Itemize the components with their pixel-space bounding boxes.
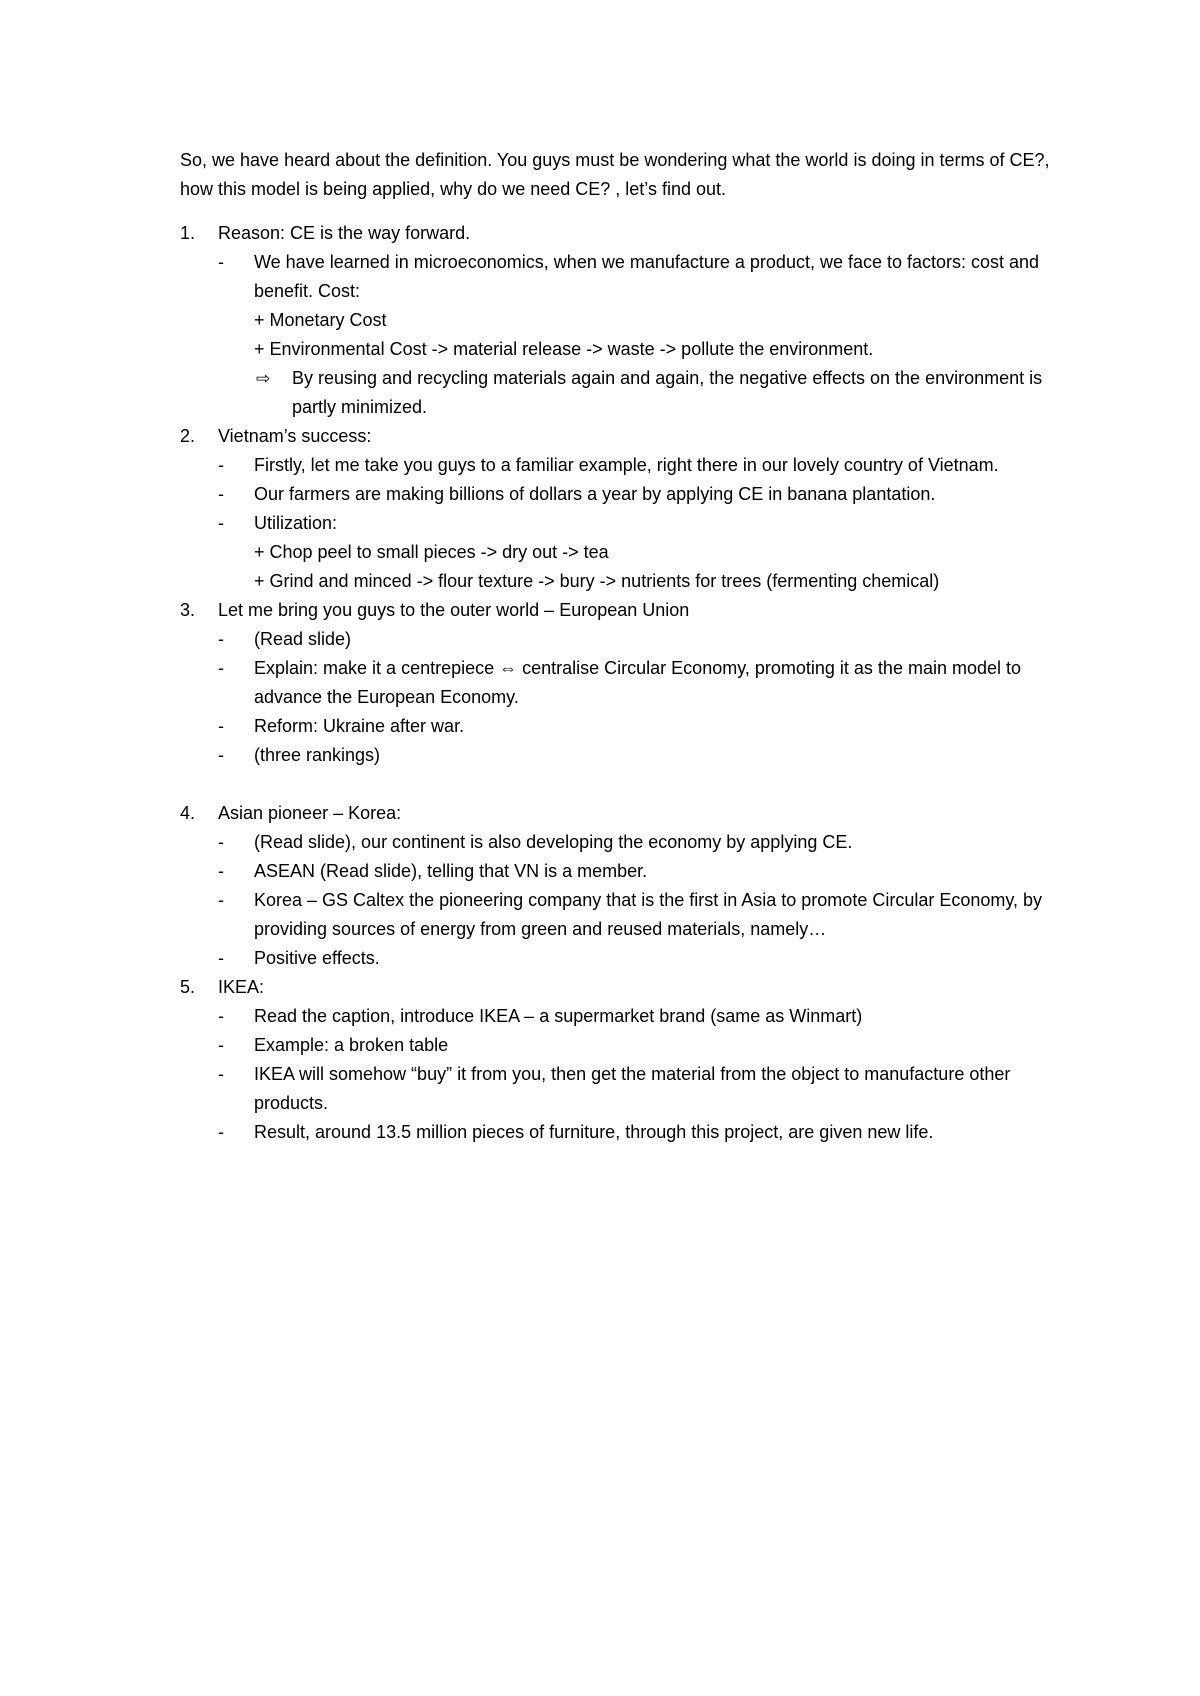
dash-marker: -	[218, 484, 224, 504]
right-arrow-icon: ⇨	[256, 369, 271, 388]
bullet-text: Reform: Ukraine after war.	[254, 716, 465, 736]
dash-marker: -	[218, 658, 224, 678]
bullet-item	[180, 1118, 1060, 1147]
intro-paragraph: So, we have heard about the definition. You guys must be wondering what the world is doing in terms of CE?, how this model is being applied, why do we need CE? , let’s find out.	[180, 150, 1050, 199]
bullet-item	[180, 741, 1060, 770]
bullet-text: Explain: make it a centrepiece ⇔ centralise Circular Economy, promoting it as the main model to advance the European Economy.	[254, 658, 1022, 707]
bullet-text: Read the caption, introduce IKEA – a supermarket brand (same as Winmart)	[254, 1006, 863, 1026]
bullet-text: IKEA will somehow “buy” it from you, then get the material from the object to manufacture other products.	[254, 1064, 1011, 1113]
bullet-item	[180, 480, 1060, 509]
bullet-item	[180, 828, 1060, 857]
list-number: 4.	[180, 803, 196, 823]
bullet-item	[180, 248, 1060, 306]
bullet-item	[180, 451, 1060, 480]
bullet-text: Our farmers are making billions of dollars a year by applying CE in banana plantation.	[254, 484, 936, 504]
section-heading	[180, 799, 1060, 828]
bullet-item	[180, 857, 1060, 886]
bullet-item	[180, 509, 1060, 538]
list-number: 5.	[180, 977, 196, 997]
section-heading	[180, 219, 1060, 248]
section-heading	[180, 973, 1060, 1002]
bullet-text: ASEAN (Read slide), telling that VN is a member.	[254, 861, 648, 881]
section-title: Reason: CE is the way forward.	[218, 223, 471, 243]
bullet-item	[180, 712, 1060, 741]
bullet-item	[180, 654, 1060, 712]
dash-marker: -	[218, 948, 224, 968]
list-number: 3.	[180, 600, 196, 620]
bullet-text: Example: a broken table	[254, 1035, 449, 1055]
dash-marker: -	[218, 1122, 224, 1142]
dash-marker: -	[218, 1006, 224, 1026]
bullet-item	[180, 1031, 1060, 1060]
bullet-text: Utilization:	[254, 513, 338, 533]
bullet-text: (Read slide), our continent is also developing the economy by applying CE.	[254, 832, 853, 852]
list-number: 1.	[180, 223, 196, 243]
arrow-text: By reusing and recycling materials again and again, the negative effects on the environment is partly minimized.	[292, 368, 1043, 417]
bullet-item	[180, 944, 1060, 973]
section-1	[180, 219, 1060, 422]
bullet-text: (Read slide)	[254, 629, 352, 649]
bullet-text: Firstly, let me take you guys to a familiar example, right there in our lovely country of Vietnam.	[254, 455, 999, 475]
dash-marker: -	[218, 1064, 224, 1084]
section-heading	[180, 422, 1060, 451]
dash-marker: -	[218, 861, 224, 881]
section-title: IKEA:	[218, 977, 265, 997]
section-3	[180, 596, 1060, 770]
document-body	[180, 146, 1060, 1147]
dash-marker: -	[218, 890, 224, 910]
bullet-text: We have learned in microeconomics, when we manufacture a product, we face to factors: cost and benefit. Cost:	[254, 252, 1040, 301]
list-number: 2.	[180, 426, 196, 446]
section-title: Vietnam’s success:	[218, 426, 372, 446]
bullet-text: Positive effects.	[254, 948, 380, 968]
bullet-item	[180, 1060, 1060, 1118]
section-title: Asian pioneer – Korea:	[218, 803, 402, 823]
dash-marker: -	[218, 716, 224, 736]
sub-point: + Environmental Cost -> material release -> waste -> pollute the environment.	[254, 339, 874, 359]
bullet-text: Korea – GS Caltex the pioneering company that is the first in Asia to promote Circular Economy, by providing sources of energy from green and reused materials, namely…	[254, 890, 1043, 939]
sub-point: + Monetary Cost	[254, 310, 387, 330]
section-2	[180, 422, 1060, 596]
section-5	[180, 973, 1060, 1147]
bullet-item	[180, 625, 1060, 654]
section-heading	[180, 596, 1060, 625]
bullet-item	[180, 1002, 1060, 1031]
sub-point: + Grind and minced -> flour texture -> bury -> nutrients for trees (fermenting chemical)	[254, 571, 940, 591]
dash-marker: -	[218, 455, 224, 475]
dash-marker: -	[218, 745, 224, 765]
sub-point: + Chop peel to small pieces -> dry out -> tea	[254, 542, 609, 562]
bullet-item	[180, 886, 1060, 944]
dash-marker: -	[218, 629, 224, 649]
dash-marker: -	[218, 1035, 224, 1055]
bullet-text: Result, around 13.5 million pieces of furniture, through this project, are given new life.	[254, 1122, 934, 1142]
bullet-text: (three rankings)	[254, 745, 381, 765]
section-title: Let me bring you guys to the outer world – European Union	[218, 600, 690, 620]
arrow-conclusion	[180, 364, 1060, 422]
dash-marker: -	[218, 832, 224, 852]
dash-marker: -	[218, 252, 224, 272]
dash-marker: -	[218, 513, 224, 533]
section-4	[180, 799, 1060, 973]
